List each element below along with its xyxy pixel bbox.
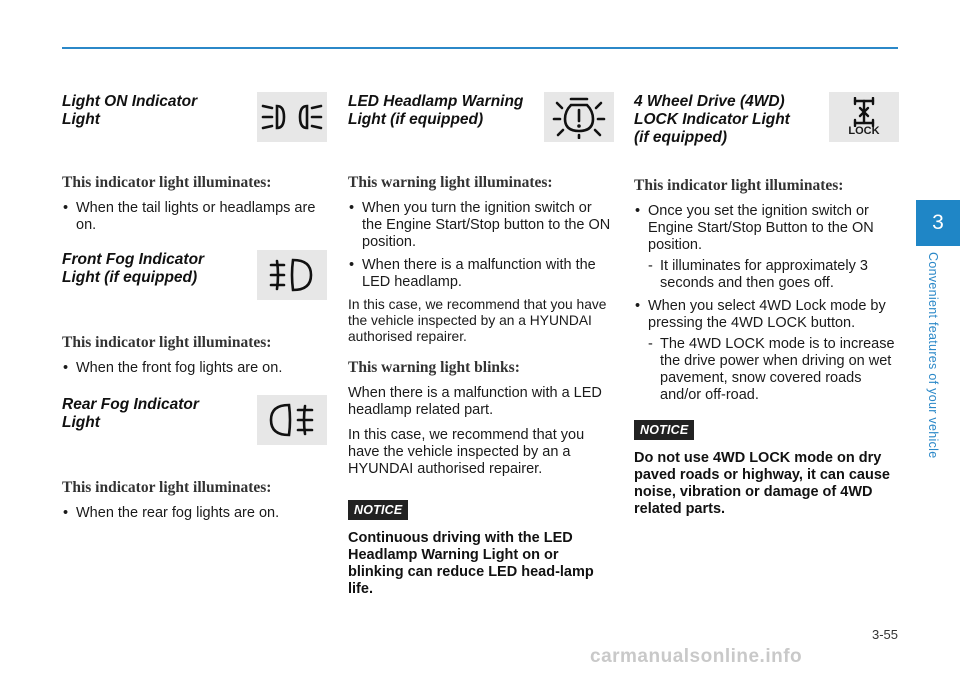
led-headlamp-title-line1: LED Headlamp Warning xyxy=(348,93,524,110)
rear-fog-icon xyxy=(257,395,327,445)
list-item: • When the front fog lights are on. xyxy=(62,360,327,377)
list-item xyxy=(634,298,899,404)
light-on-title-line1: Light ON Indicator xyxy=(62,93,198,110)
4wd-bullet-2-text: When you select 4WD Lock mode by pressing the 4WD LOCK button. xyxy=(648,298,886,331)
4wd-subtitle: This indicator light illuminates: xyxy=(634,177,844,194)
list-item: • When you turn the ignition switch or the Engine Start/Stop button to the ON position. xyxy=(348,200,614,251)
notice-badge: NOTICE xyxy=(348,500,408,520)
rear-fog-subtitle: This indicator light illuminates: xyxy=(62,479,272,496)
light-on-indicator-icon xyxy=(257,92,327,142)
front-fog-title-line1: Front Fog Indicator xyxy=(62,251,205,268)
column-1 xyxy=(62,92,327,528)
column-3 xyxy=(634,92,899,518)
column-2 xyxy=(348,92,614,598)
front-fog-title-line2: Light (if equipped) xyxy=(62,269,198,286)
list-item: • When the rear fog lights are on. xyxy=(62,505,327,522)
led-blink-paragraph: When there is a malfunction with a LED headlamp related part. xyxy=(348,385,602,418)
led-headlamp-heading xyxy=(348,92,614,142)
chapter-number: 3 xyxy=(932,211,944,234)
4wd-notice-text: Do not use 4WD LOCK mode on dry paved roads or highway, it can cause noise, vibration or damage of 4WD related parts. xyxy=(634,450,890,517)
led-headlamp-title xyxy=(348,92,523,129)
watermark: carmanualsonline.info xyxy=(590,646,803,667)
led-subtitle-blinks: This warning light blinks: xyxy=(348,359,520,376)
list-item: • When there is a malfunction with the LED headlamp. xyxy=(348,257,614,291)
4wd-lock-icon xyxy=(829,92,899,142)
led-recommend-paragraph: In this case, we recommend that you have the vehicle inspected by an a HYUNDAI authorised repairer. xyxy=(348,297,607,344)
list-item: - The 4WD LOCK mode is to increase the drive power when driving on wet pavement, snow covered roads and/or off-road. xyxy=(648,336,899,404)
4wd-title-line3: (if equipped) xyxy=(634,129,727,146)
4wd-title-line2: LOCK Indicator Light xyxy=(634,111,790,128)
chapter-side-label xyxy=(924,252,942,492)
led-bullets xyxy=(348,200,614,291)
light-on-title-line2: Light xyxy=(62,111,100,128)
4wd-title-line1: 4 Wheel Drive (4WD) xyxy=(634,93,785,110)
header-rule xyxy=(62,47,898,49)
list-item: - It illuminates for approximately 3 seconds and then goes off. xyxy=(648,258,899,292)
chapter-tab xyxy=(916,200,960,246)
rear-fog-title xyxy=(62,395,199,432)
front-fog-icon xyxy=(257,250,327,300)
led-notice-text: Continuous driving with the LED Headlamp Warning Light on or blinking can reduce LED head-lamp life. xyxy=(348,530,594,597)
rear-fog-heading xyxy=(62,395,327,445)
led-recommend-paragraph-2: In this case, we recommend that you have the vehicle inspected by an a HYUNDAI authorised repairer. xyxy=(348,427,585,477)
rear-fog-bullets xyxy=(62,505,327,522)
light-on-bullets xyxy=(62,200,327,234)
led-headlamp-warning-icon xyxy=(544,92,614,142)
list-item: • When the tail lights or headlamps are on. xyxy=(62,200,327,234)
light-on-subtitle: This indicator light illuminates: xyxy=(62,174,272,191)
light-on-heading xyxy=(62,92,327,142)
chapter-title: Convenient features of your vehicle xyxy=(926,252,940,459)
4wd-lock-title xyxy=(634,92,790,147)
light-on-title xyxy=(62,92,197,129)
rear-fog-title-line1: Rear Fog Indicator xyxy=(62,396,199,413)
front-fog-subtitle: This indicator light illuminates: xyxy=(62,334,272,351)
front-fog-heading xyxy=(62,250,327,300)
led-subtitle-illuminates: This warning light illuminates: xyxy=(348,174,553,191)
4wd-lock-heading xyxy=(634,92,899,147)
front-fog-bullets xyxy=(62,360,327,377)
front-fog-title xyxy=(62,250,204,287)
notice-badge: NOTICE xyxy=(634,420,694,440)
list-item xyxy=(634,203,899,292)
4wd-bullet-1-text: Once you set the ignition switch or Engine Start/Stop Button to the ON position. xyxy=(648,203,874,253)
page-number: 3-55 xyxy=(871,627,898,642)
rear-fog-title-line2: Light xyxy=(62,414,100,431)
led-headlamp-title-line2: Light (if equipped) xyxy=(348,111,484,128)
4wd-bullets xyxy=(634,203,899,404)
4wd-icon-label: LOCK xyxy=(848,125,880,137)
